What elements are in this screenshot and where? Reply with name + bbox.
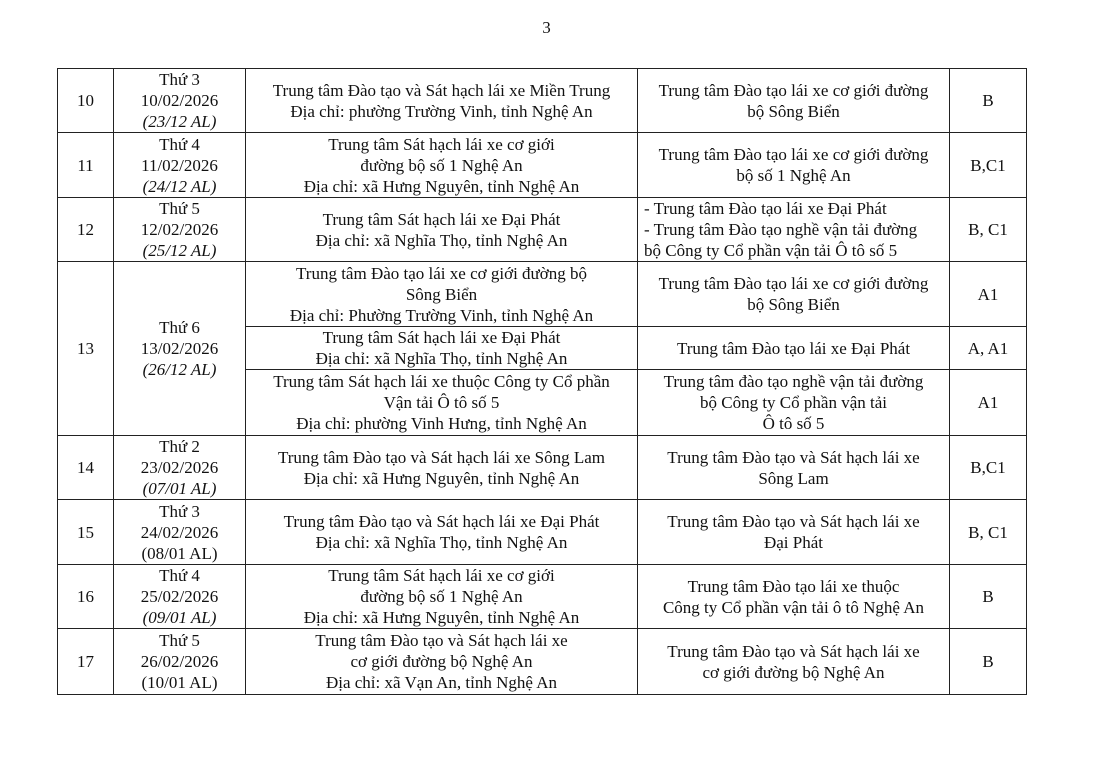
table-row [58, 565, 1027, 629]
exam-center [246, 198, 638, 262]
cell-line: Địa chỉ: phường Vinh Hưng, tỉnh Nghệ An [296, 414, 587, 433]
training-unit [638, 370, 950, 436]
cell-line: Trung tâm Đào tạo lái xe cơ giới đường [658, 274, 929, 293]
date-day: Thứ 4 [159, 134, 200, 154]
table-row [58, 500, 1027, 565]
cell-line: Địa chỉ: xã Hưng Nguyên, tỉnh Nghệ An [303, 176, 580, 196]
cell-line: Công ty Cổ phần vận tải ô tô Nghệ An [662, 597, 925, 617]
exam-date [114, 133, 246, 198]
row-number: 17 [58, 629, 114, 695]
cell-line: Trung tâm Đào tạo và Sát hạch lái xe [667, 512, 920, 531]
exam-date [114, 69, 246, 133]
license-class: B [950, 565, 1027, 629]
date-date: 26/02/2026 [140, 652, 219, 671]
date-date: 12/02/2026 [140, 220, 219, 239]
table-row [58, 69, 1027, 133]
page-number: 3 [542, 18, 551, 37]
cell-line: Đại Phát [763, 533, 824, 552]
exam-center [246, 436, 638, 500]
cell-line: bộ Công ty Cổ phần vận tải Ô tô số 5 [644, 241, 898, 260]
exam-center [246, 327, 638, 370]
cell-line: Trung tâm Sát hạch lái xe cơ giới [328, 134, 555, 154]
table-row [58, 262, 1027, 327]
row-number: 12 [58, 198, 114, 262]
cell-line: Trung tâm Đào tạo và Sát hạch lái xe Miền Trung [272, 80, 611, 100]
license-class: B, C1 [950, 198, 1027, 262]
training-unit [638, 500, 950, 565]
cell-line: Địa chỉ: xã Nghĩa Thọ, tỉnh Nghệ An [315, 533, 568, 552]
cell-line: Trung tâm Sát hạch lái xe Đại Phát [322, 209, 561, 229]
exam-date [114, 629, 246, 695]
date-day: Thứ 6 [159, 318, 200, 337]
row-number: 10 [58, 69, 114, 133]
training-unit [638, 629, 950, 695]
exam-center [246, 262, 638, 327]
cell-line: Trung tâm Đào tạo và Sát hạch lái xe [315, 631, 568, 650]
date-date: 13/02/2026 [140, 339, 219, 358]
cell-line: - Trung tâm Đào tạo nghề vận tải đường [644, 220, 918, 239]
cell-line: Địa chỉ: xã Nghĩa Thọ, tỉnh Nghệ An [315, 230, 568, 250]
cell-line: Trung tâm Đào tạo lái xe cơ giới đường [658, 145, 929, 164]
exam-center [246, 500, 638, 565]
training-unit [638, 327, 950, 370]
cell-line: bộ Sông Biển [747, 295, 840, 314]
cell-line: Ô tô số 5 [762, 414, 825, 433]
table-row [58, 133, 1027, 198]
cell-line: Địa chỉ: xã Nghĩa Thọ, tỉnh Nghệ An [315, 349, 568, 368]
license-class: A, A1 [950, 327, 1027, 370]
license-class: B,C1 [950, 133, 1027, 198]
cell-line: bộ Công ty Cổ phần vận tải [700, 393, 887, 412]
cell-line: bộ Sông Biển [747, 101, 840, 121]
row-number: 14 [58, 436, 114, 500]
cell-line: Trung tâm đào tạo nghề vận tải đường [663, 372, 924, 391]
cell-line: đường bộ số 1 Nghệ An [360, 155, 523, 175]
exam-center [246, 133, 638, 198]
training-unit [638, 565, 950, 629]
date-date: 23/02/2026 [140, 458, 219, 477]
table-row [58, 436, 1027, 500]
date-date: 25/02/2026 [140, 587, 219, 606]
cell-line: cơ giới đường bộ Nghệ An [702, 662, 885, 682]
cell-line: Trung tâm Sát hạch lái xe cơ giới [328, 566, 555, 585]
date-lunar: (09/01 AL) [142, 608, 217, 627]
cell-line: Trung tâm Đào tạo lái xe thuộc [687, 576, 900, 596]
exam-date [114, 198, 246, 262]
cell-line: - Trung tâm Đào tạo lái xe Đại Phát [644, 199, 887, 218]
cell-line: Sông Lam [758, 468, 829, 488]
date-lunar: (25/12 AL) [142, 241, 217, 260]
training-unit [638, 198, 950, 262]
training-unit [638, 436, 950, 500]
exam-center [246, 565, 638, 629]
cell-line: Trung tâm Đào tạo lái xe cơ giới đường [658, 80, 929, 100]
cell-line: Trung tâm Đào tạo và Sát hạch lái xe [667, 641, 920, 661]
date-date: 11/02/2026 [141, 155, 218, 175]
exam-schedule-table [57, 68, 1027, 695]
license-class: B [950, 69, 1027, 133]
row-number: 16 [58, 565, 114, 629]
license-class: B,C1 [950, 436, 1027, 500]
cell-line: Sông Biển [405, 284, 478, 304]
date-lunar: (08/01 AL) [141, 543, 218, 563]
cell-line: Trung tâm Đào tạo và Sát hạch lái xe Sông Lam [277, 447, 606, 467]
table-row [58, 198, 1027, 262]
date-day: Thứ 5 [159, 631, 200, 650]
training-unit [638, 133, 950, 198]
row-number: 13 [58, 262, 114, 436]
date-day: Thứ 2 [159, 437, 200, 456]
exam-date [114, 565, 246, 629]
date-lunar: (26/12 AL) [142, 360, 217, 379]
exam-center [246, 69, 638, 133]
exam-date [114, 262, 246, 436]
date-lunar: (23/12 AL) [142, 112, 217, 131]
date-day: Thứ 5 [159, 199, 200, 218]
cell-line: Địa chỉ: xã Vạn An, tỉnh Nghệ An [325, 673, 558, 692]
license-class: B [950, 629, 1027, 695]
cell-line: Vận tải Ô tô số 5 [383, 393, 500, 412]
cell-line: Trung tâm Đào tạo và Sát hạch lái xe [667, 447, 920, 467]
exam-date [114, 436, 246, 500]
date-lunar: (10/01 AL) [141, 673, 218, 692]
cell-line: Trung tâm Đào tạo lái xe Đại Phát [676, 338, 911, 358]
cell-line: cơ giới đường bộ Nghệ An [350, 652, 533, 671]
cell-line: Địa chỉ: Phường Trường Vinh, tỉnh Nghệ An [289, 305, 594, 325]
date-date: 24/02/2026 [140, 522, 219, 542]
license-class: A1 [950, 370, 1027, 436]
date-day: Thứ 3 [159, 501, 200, 521]
cell-line: bộ số 1 Nghệ An [736, 166, 851, 185]
date-day: Thứ 3 [159, 70, 200, 89]
cell-line: Trung tâm Sát hạch lái xe Đại Phát [322, 328, 561, 347]
date-date: 10/02/2026 [140, 91, 219, 110]
date-day: Thứ 4 [159, 566, 200, 585]
table-row [58, 629, 1027, 695]
cell-line: Trung tâm Đào tạo và Sát hạch lái xe Đại Phát [283, 512, 600, 531]
exam-center [246, 629, 638, 695]
license-class: A1 [950, 262, 1027, 327]
exam-date [114, 500, 246, 565]
exam-center [246, 370, 638, 436]
training-unit [638, 69, 950, 133]
cell-line: Trung tâm Đào tạo lái xe cơ giới đường bộ [296, 263, 587, 283]
cell-line: Trung tâm Sát hạch lái xe thuộc Công ty Cổ phần [273, 372, 610, 391]
training-unit [638, 262, 950, 327]
date-lunar: (24/12 AL) [142, 176, 217, 196]
row-number: 11 [58, 133, 114, 198]
cell-line: đường bộ số 1 Nghệ An [360, 587, 523, 606]
row-number: 15 [58, 500, 114, 565]
cell-line: Địa chỉ: phường Trường Vinh, tỉnh Nghệ An [290, 101, 593, 121]
cell-line: Địa chỉ: xã Hưng Nguyên, tỉnh Nghệ An [303, 468, 580, 488]
date-lunar: (07/01 AL) [142, 479, 217, 498]
license-class: B, C1 [950, 500, 1027, 565]
cell-line: Địa chỉ: xã Hưng Nguyên, tỉnh Nghệ An [303, 608, 580, 627]
